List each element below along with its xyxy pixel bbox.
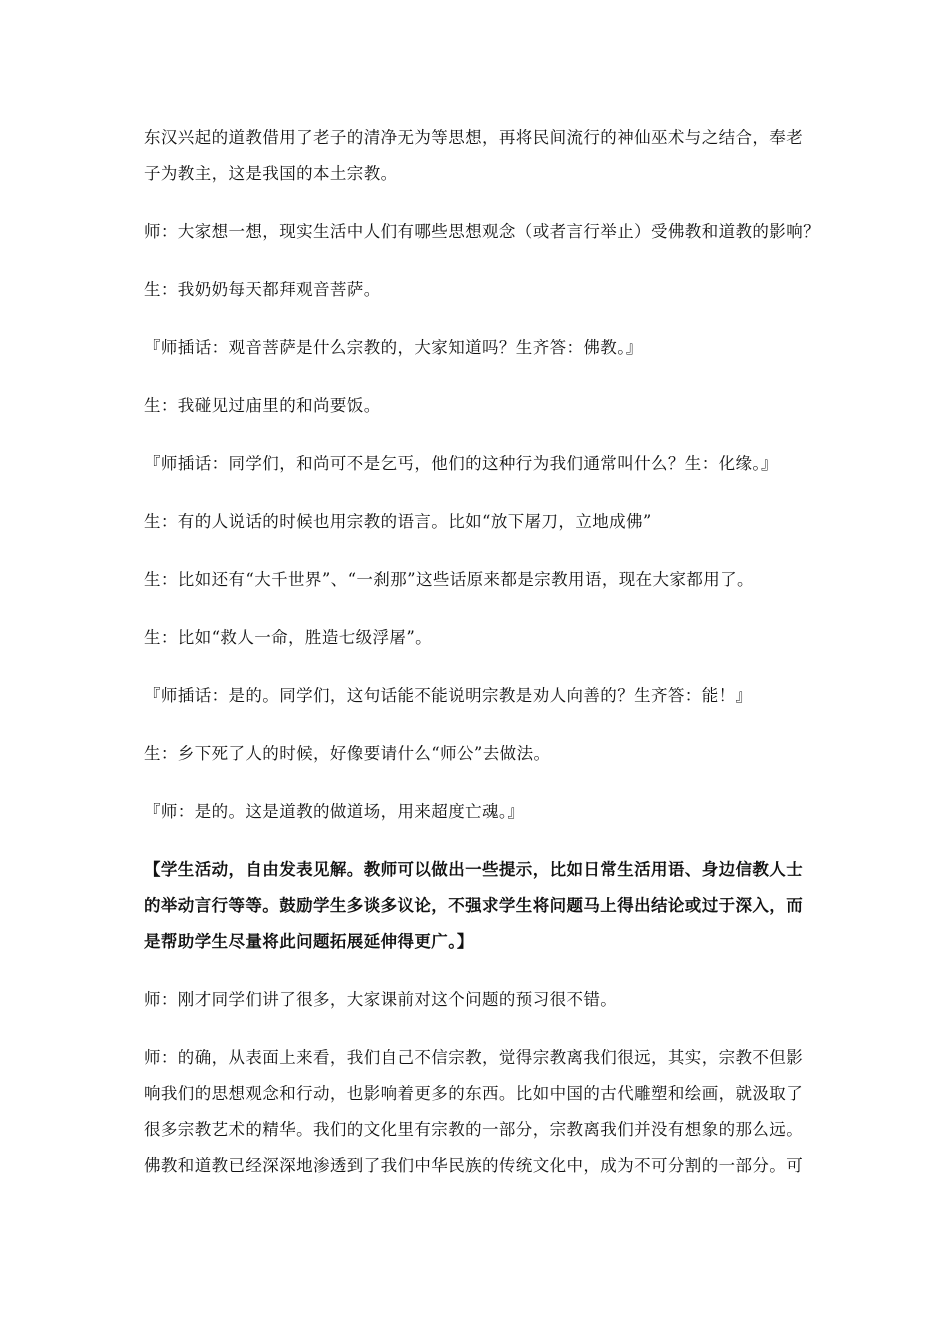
paragraph-student-answer	[144, 562, 814, 598]
text-line: 生：乡下死了人的时候，好像要请什么“师公”去做法。	[144, 744, 551, 763]
document-page	[144, 120, 820, 1206]
paragraph-student-answer	[144, 620, 814, 656]
text-line: 生：有的人说话的时候也用宗教的语言。比如“放下屠刀，立地成佛”	[144, 512, 652, 531]
text-line: 东汉兴起的道教借用了老子的清净无为等思想，再将民间流行的神仙巫术与之结合，奉老	[144, 128, 804, 147]
paragraph-teacher-aside	[144, 678, 814, 714]
paragraph-student-answer	[144, 736, 814, 772]
paragraph-taoism-intro	[144, 120, 814, 192]
text-line: 子为教主，这是我国的本土宗教。	[144, 164, 398, 183]
text-line: 『师插话：同学们，和尚可不是乞丐，他们的这种行为我们通常叫什么？生：化缘。』	[144, 454, 778, 473]
paragraph-activity-note	[144, 852, 814, 960]
paragraph-teacher-summary	[144, 1040, 814, 1184]
paragraph-teacher-aside	[144, 330, 814, 366]
text-line: 的举动言行等等。鼓励学生多谈多议论，不强求学生将问题马上得出结论或过于深入，而	[144, 896, 804, 915]
text-line: 师：的确，从表面上来看，我们自己不信宗教，觉得宗教离我们很远，其实，宗教不但影	[144, 1048, 804, 1067]
paragraph-student-answer	[144, 272, 814, 308]
text-line: 生：我奶奶每天都拜观音菩萨。	[144, 280, 381, 299]
paragraph-teacher-aside	[144, 794, 814, 830]
text-line: 『师插话：是的。同学们，这句话能不能说明宗教是劝人向善的？生齐答：能！』	[144, 686, 753, 705]
text-line: 生：我碰见过庙里的和尚要饭。	[144, 396, 381, 415]
text-line: 【学生活动，自由发表见解。教师可以做出一些提示，比如日常生活用语、身边信教人士	[144, 860, 804, 879]
paragraph-student-answer	[144, 388, 814, 424]
paragraph-teacher-comment	[144, 982, 814, 1018]
text-line: 响我们的思想观念和行动，也影响着更多的东西。比如中国的古代雕塑和绘画，就汲取了	[144, 1084, 804, 1103]
text-line: 师：刚才同学们讲了很多，大家课前对这个问题的预习很不错。	[144, 990, 618, 1009]
text-line: 是帮助学生尽量将此问题拓展延伸得更广。】	[144, 932, 474, 951]
paragraph-student-answer	[144, 504, 814, 540]
paragraph-teacher-aside	[144, 446, 814, 482]
text-line: 佛教和道教已经深深地渗透到了我们中华民族的传统文化中，成为不可分割的一部分。可	[144, 1156, 804, 1175]
paragraph-teacher-question	[144, 214, 820, 250]
text-line: 生：比如“救人一命，胜造七级浮屠”。	[144, 628, 433, 647]
text-line: 师：大家想一想，现实生活中人们有哪些思想观念（或者言行举止）受佛教和道教的影响？	[144, 222, 820, 241]
text-line: 『师：是的。这是道教的做道场，用来超度亡魂。』	[144, 802, 525, 821]
text-line: 生：比如还有“大千世界”、“一刹那”这些话原来都是宗教用语，现在大家都用了。	[144, 570, 754, 589]
text-line: 很多宗教艺术的精华。我们的文化里有宗教的一部分，宗教离我们并没有想象的那么远。	[144, 1120, 804, 1139]
text-line: 『师插话：观音菩萨是什么宗教的，大家知道吗？生齐答：佛教。』	[144, 338, 643, 357]
